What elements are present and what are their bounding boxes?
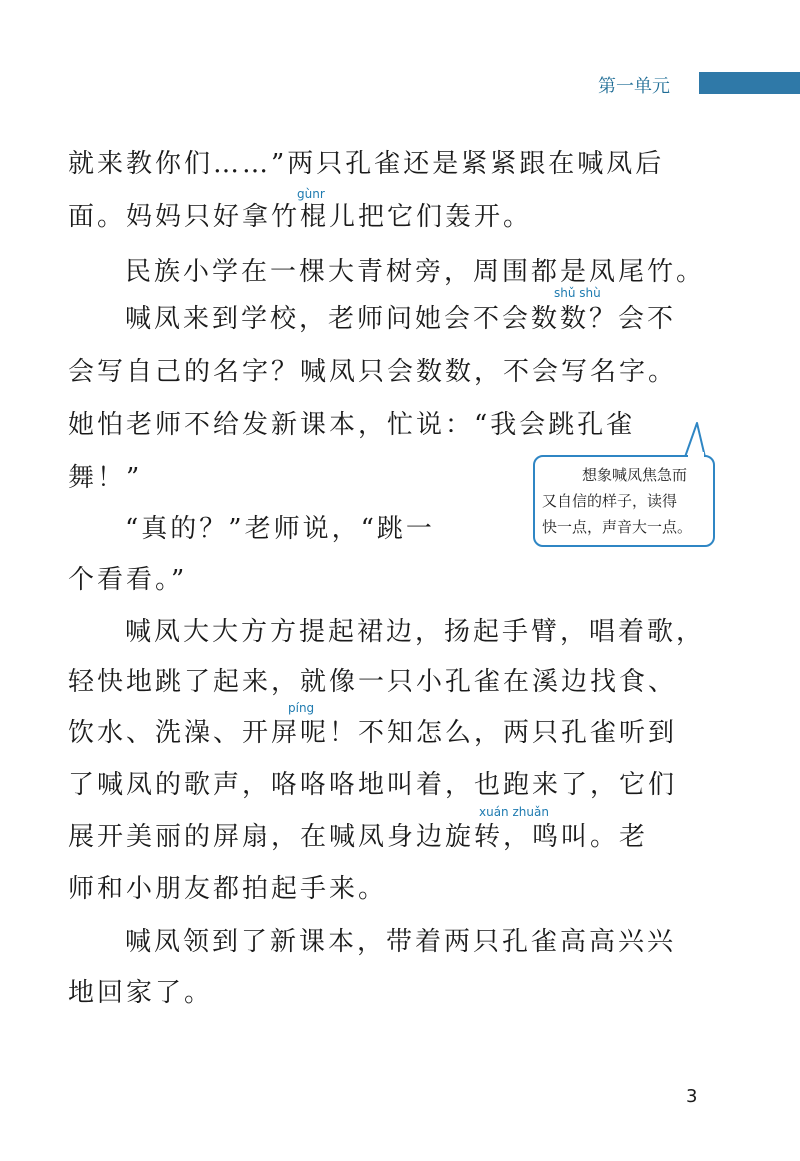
text-line-12: 饮水、洗澡、开屏呢！不知怎么，两只孔雀听到 (68, 718, 678, 748)
text-line-5: 会写自己的名字？喊凤只会数数，不会写名字。 (68, 357, 678, 387)
bubble-text-line-1: 想象喊凤焦急而 (582, 466, 688, 484)
bubble-text-line-3: 快一点，声音大一点。 (542, 518, 693, 536)
text-line-3: 民族小学在一棵大青树旁，周围都是凤尾竹。 (125, 257, 706, 287)
text-line-2: 面。妈妈只好拿竹棍儿把它们轰开。 (68, 202, 533, 232)
text-line-7: 舞！” (68, 463, 143, 493)
unit-color-bar (699, 72, 800, 94)
text-line-13: 了喊凤的歌声，咯咯咯地叫着，也跑来了，它们 (68, 770, 678, 800)
text-line-9: 个看看。” (68, 565, 188, 595)
text-line-1: 就来教你们……”两只孔雀还是紧紧跟在喊凤后 (68, 149, 665, 179)
text-line-14: 展开美丽的屏扇，在喊凤身边旋转，鸣叫。老 (68, 822, 649, 852)
pinyin-ping: píng (288, 701, 315, 715)
bubble-text-line-2: 又自信的样子，读得 (542, 492, 678, 510)
text-line-4: 喊凤来到学校，老师问她会不会数数？会不 (125, 304, 677, 334)
pinyin-gunr: gùnr (297, 187, 325, 201)
text-line-6: 她怕老师不给发新课本，忙说：“我会跳孔雀 (68, 410, 636, 440)
text-line-10: 喊凤大大方方提起裙边，扬起手臂，唱着歌， (125, 617, 706, 647)
pinyin-shushu: shǔ shù (554, 286, 601, 300)
unit-label: 第一单元 (598, 76, 670, 97)
text-line-17: 地回家了。 (68, 978, 214, 1008)
page-number: 3 (686, 1086, 698, 1107)
text-line-11: 轻快地跳了起来，就像一只小孔雀在溪边找食、 (68, 667, 678, 697)
bubble-tail-seam-cover (686, 452, 706, 460)
pinyin-xuanzhuan: xuán zhuǎn (479, 805, 549, 819)
text-line-8: “真的？”老师说，“跳一 (125, 514, 435, 544)
text-line-16: 喊凤领到了新课本，带着两只孔雀高高兴兴 (125, 927, 677, 957)
text-line-15: 师和小朋友都拍起手来。 (68, 874, 388, 904)
